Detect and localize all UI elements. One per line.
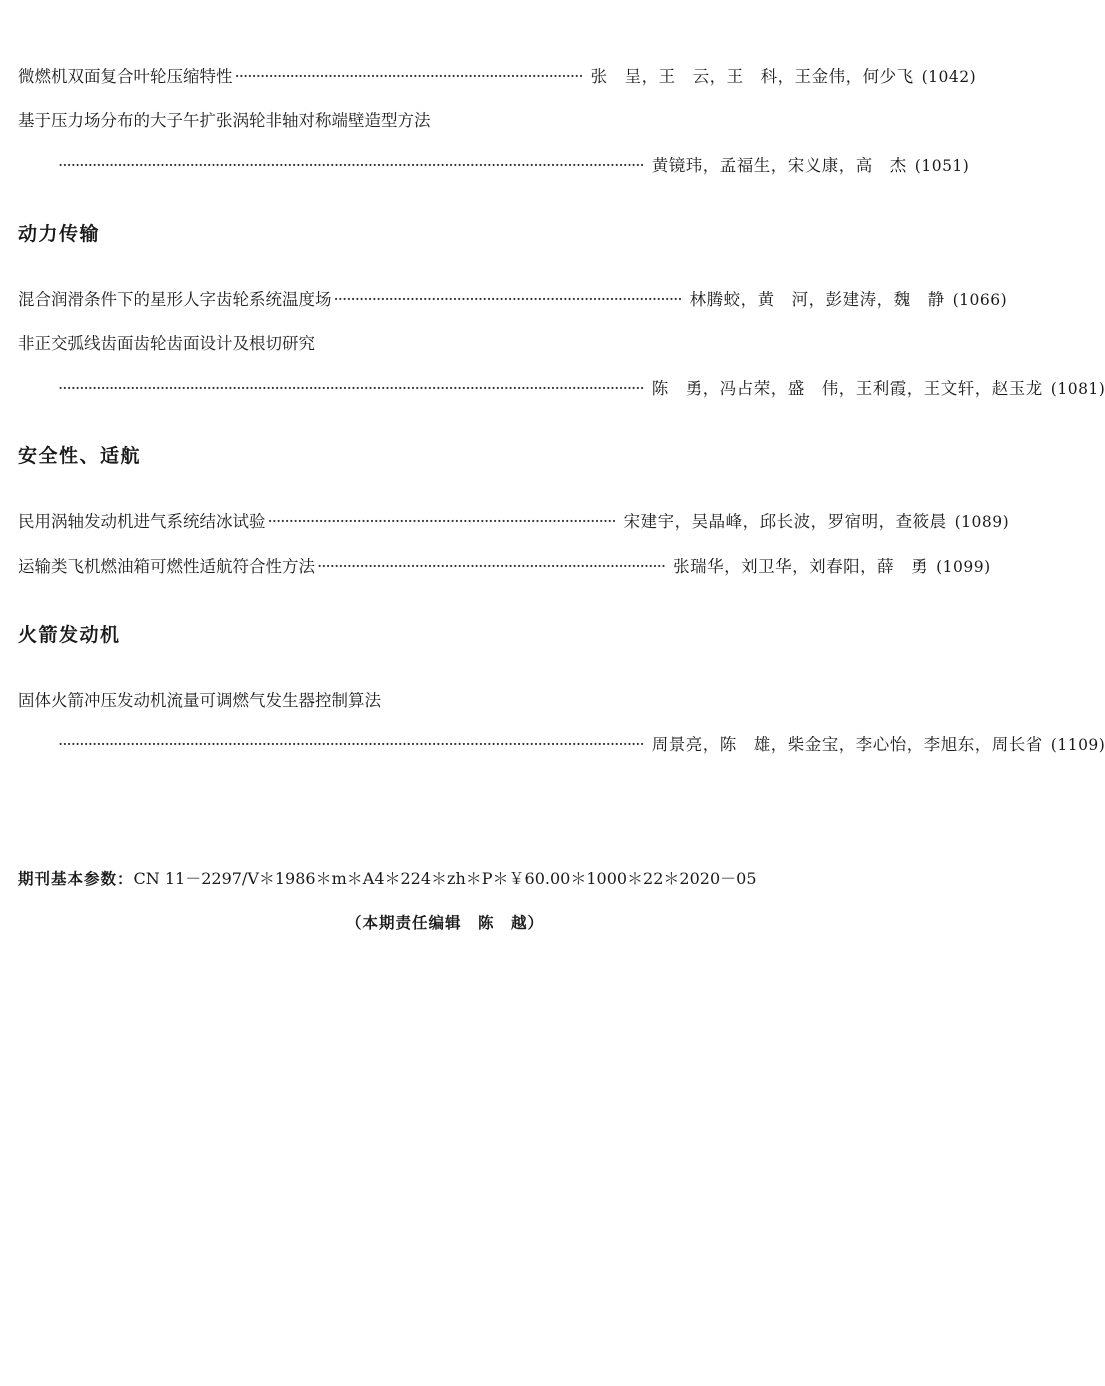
leader-dots: ·········································································································································· <box>58 379 644 398</box>
leader-dots: ·········································································································································· <box>58 156 644 175</box>
toc-entry[interactable] <box>18 108 872 134</box>
article-page: (1042) <box>921 68 977 86</box>
toc-entry[interactable] <box>18 287 1008 313</box>
journal-parameters-label: 期刊基本参数： <box>18 870 134 888</box>
leader-dots: ·········································································································································· <box>58 735 644 754</box>
toc-entry-continuation <box>58 732 1105 758</box>
article-page: (1109) <box>1050 736 1105 754</box>
article-title: 基于压力场分布的大子午扩张涡轮非轴对称端壁造型方法 <box>18 111 431 130</box>
article-authors: 张瑞华，刘卫华，刘春阳，薛 勇 <box>673 557 929 576</box>
article-authors: 宋建宇，吴晶峰，邱长波，罗宿明，查筱晨 <box>623 512 947 531</box>
leader-dots: ·················································································· <box>267 512 616 531</box>
article-title: 运输类飞机燃油箱可燃性适航符合性方法 <box>18 557 315 576</box>
article-authors: 周景亮，陈 雄，柴金宝，李心怡，李旭东，周长省 <box>651 735 1043 754</box>
leader-dots: ·················································································· <box>333 290 682 309</box>
article-authors: 张 呈，王 云，王 科，王金伟，何少飞 <box>590 67 914 86</box>
toc-entry[interactable] <box>18 331 872 357</box>
leader-dots: ·················································································· <box>234 67 583 86</box>
toc-entry[interactable] <box>18 64 977 90</box>
article-title: 微燃机双面复合叶轮压缩特性 <box>18 67 233 86</box>
toc-entry-continuation <box>58 153 970 179</box>
article-authors: 林腾蛟，黄 河，彭建涛，魏 静 <box>689 290 945 309</box>
article-title: 固体火箭冲压发动机流量可调燃气发生器控制算法 <box>18 691 381 710</box>
article-page: (1081) <box>1050 380 1105 398</box>
article-page: (1089) <box>954 513 1010 531</box>
article-page: (1051) <box>914 157 970 175</box>
section-heading: 火箭发动机 <box>18 624 121 646</box>
article-title: 民用涡轴发动机进气系统结冰试验 <box>18 512 266 531</box>
article-title: 混合润滑条件下的星形人字齿轮系统温度场 <box>18 290 332 309</box>
article-authors: 黄镜玮，孟福生，宋义康，高 杰 <box>651 156 907 175</box>
article-authors: 陈 勇，冯占荣，盛 伟，王利霞，王文轩，赵玉龙 <box>651 379 1043 398</box>
article-title: 非正交弧线齿面齿轮齿面设计及根切研究 <box>18 334 315 353</box>
toc-entry[interactable] <box>18 688 872 714</box>
issue-editor: （本期责任编辑 陈 越） <box>345 914 544 932</box>
article-page: (1066) <box>952 291 1008 309</box>
leader-dots: ·················································································· <box>317 557 666 576</box>
toc-entry-continuation <box>58 376 1105 402</box>
article-page: (1099) <box>936 558 991 576</box>
journal-parameters <box>18 866 757 892</box>
section-heading: 安全性、适航 <box>18 445 142 467</box>
toc-entry[interactable] <box>18 509 1010 535</box>
journal-parameters-value: CN 11－2297/V＊1986＊m＊A4＊224＊zh＊P＊￥60.00＊1000＊22＊2020－05 <box>133 869 757 888</box>
section-heading: 动力传输 <box>18 223 101 245</box>
toc-entry[interactable] <box>18 554 991 580</box>
